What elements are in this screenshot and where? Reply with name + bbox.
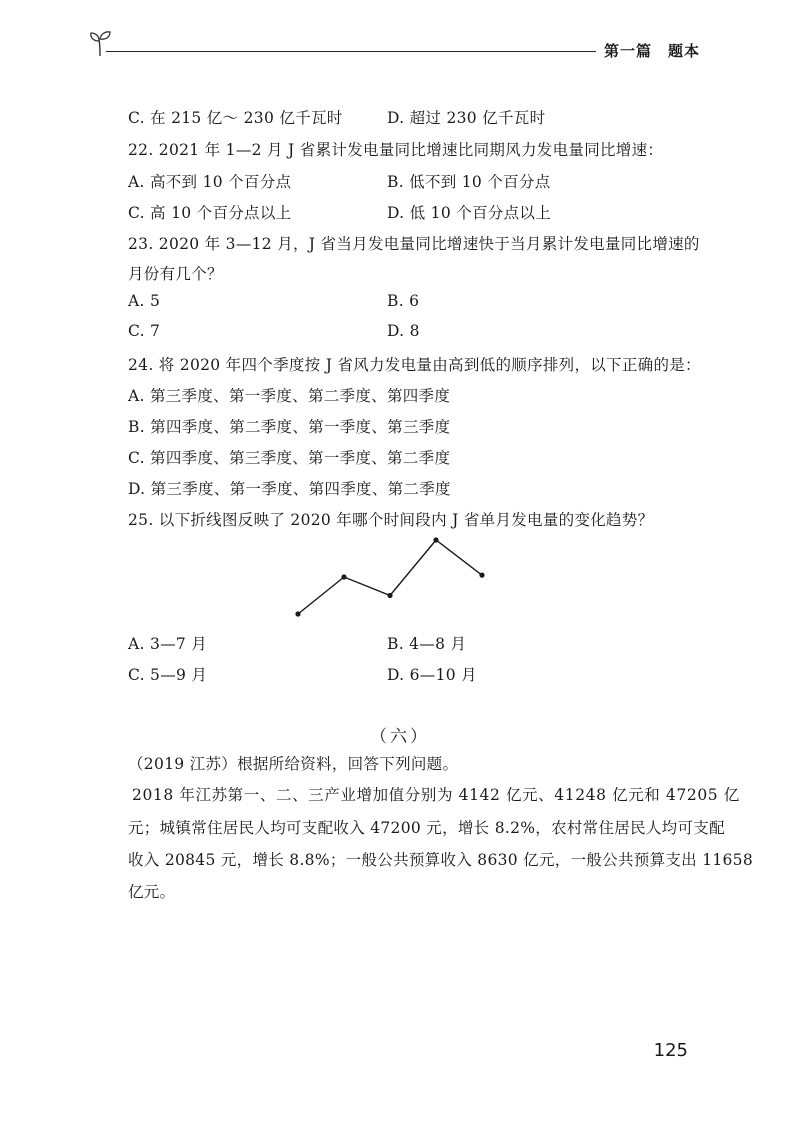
q22-option-c: C. 高 10 个百分点以上 <box>128 204 292 222</box>
q22-stem: 22. 2021 年 1—2 月 J 省累计发电量同比增速比同期风力发电量同比增速： <box>128 141 664 159</box>
q23-option-c: C. 7 <box>128 322 161 340</box>
header-title: 第一篇 题本 <box>596 40 700 61</box>
material-paragraph-line1: 2018 年江苏第一、二、三产业增加值分别为 4142 亿元、41248 亿元和 47205 亿 <box>132 786 740 804</box>
section-intro: （2019 江苏）根据所给资料，回答下列问题。 <box>128 755 459 773</box>
material-paragraph-line4: 亿元。 <box>128 883 176 901</box>
q25-option-c: C. 5—9 月 <box>128 666 208 684</box>
q22-option-d: D. 低 10 个百分点以上 <box>387 204 552 222</box>
q22-option-b: B. 低不到 10 个百分点 <box>387 173 551 191</box>
q24-stem: 24. 将 2020 年四个季度按 J 省风力发电量由高到低的顺序排列，以下正确的是： <box>128 356 701 374</box>
q25-option-d: D. 6—10 月 <box>387 666 477 684</box>
q23-stem-line1: 23. 2020 年 3—12 月，J 省当月发电量同比增速快于当月累计发电量同比增速的 <box>128 235 700 253</box>
q23-option-b: B. 6 <box>387 292 420 310</box>
page-header <box>88 28 700 64</box>
q23-stem-line2: 月份有几个？ <box>128 265 223 283</box>
q24-option-b: B. 第四季度、第二季度、第一季度、第三季度 <box>128 418 451 436</box>
trend-line-chart <box>280 528 500 624</box>
q25-option-a: A. 3—7 月 <box>128 635 208 653</box>
q21-option-c: C. 在 215 亿～ 230 亿千瓦时 <box>128 109 343 127</box>
q24-option-c: C. 第四季度、第三季度、第一季度、第二季度 <box>128 449 451 467</box>
q22-option-a: A. 高不到 10 个百分点 <box>128 173 292 191</box>
trend-point-4 <box>433 537 438 542</box>
q24-option-a: A. 第三季度、第一季度、第二季度、第四季度 <box>128 387 451 405</box>
material-paragraph-line3: 收入 20845 元，增长 8.8%；一般公共预算收入 8630 亿元，一般公共预算支出 11658 <box>128 851 754 869</box>
trend-point-1 <box>295 611 300 616</box>
q25-stem: 25. 以下折线图反映了 2020 年哪个时间段内 J 省单月发电量的变化趋势？ <box>128 511 654 529</box>
trend-point-5 <box>479 573 484 578</box>
header-divider <box>106 51 680 52</box>
q23-option-a: A. 5 <box>128 292 161 310</box>
section-title: （六） <box>370 727 430 747</box>
sprout-icon <box>88 28 114 58</box>
page-number: 125 <box>653 1040 688 1061</box>
q23-option-d: D. 8 <box>387 322 420 340</box>
q24-option-d: D. 第三季度、第一季度、第四季度、第二季度 <box>128 480 451 498</box>
trend-point-3 <box>387 593 392 598</box>
trend-points <box>295 537 484 616</box>
q25-option-b: B. 4—8 月 <box>387 635 467 653</box>
q21-option-d: D. 超过 230 亿千瓦时 <box>387 109 546 127</box>
material-paragraph-line2: 元；城镇常住居民人均可支配收入 47200 元，增长 8.2%，农村常住居民人均可支配 <box>128 819 725 837</box>
trend-line <box>298 540 482 614</box>
trend-point-2 <box>341 574 346 579</box>
